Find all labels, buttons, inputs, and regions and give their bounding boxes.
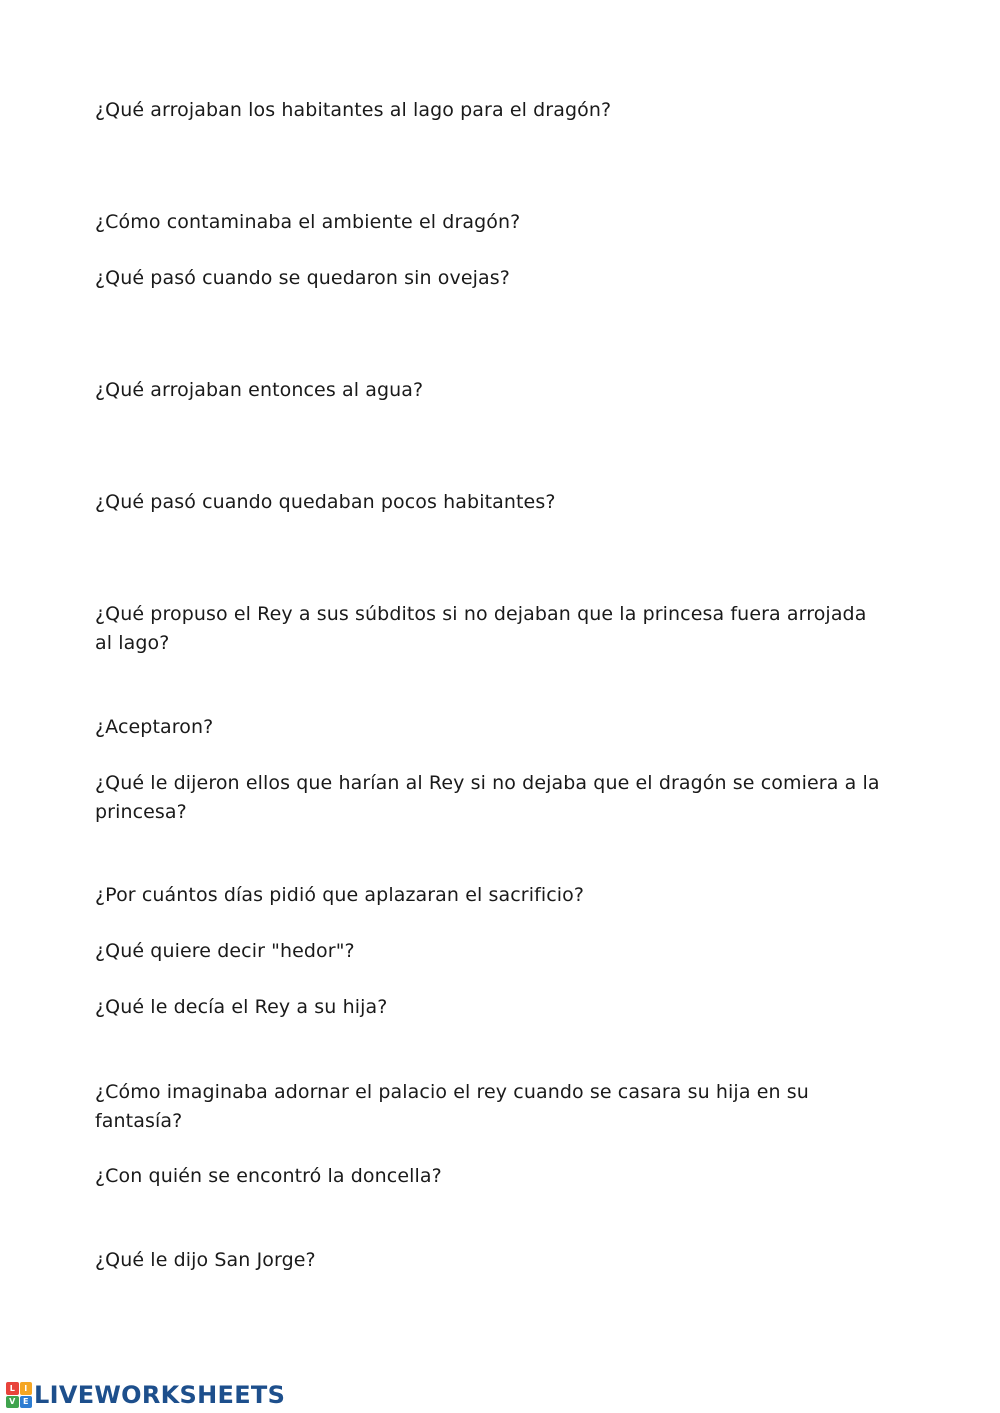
question-14: ¿Qué le dijo San Jorge? bbox=[95, 1249, 316, 1271]
logo-letter-i: I bbox=[20, 1382, 33, 1395]
question-8: ¿Qué le dijeron ellos que harían al Rey si no dejaba que el dragón se comiera a la princesa? bbox=[95, 772, 880, 823]
question-12: ¿Cómo imaginaba adornar el palacio el rey cuando se casara su hija en su fantasía? bbox=[95, 1081, 809, 1132]
logo-letter-e: E bbox=[20, 1396, 33, 1409]
question-10: ¿Qué quiere decir "hedor"? bbox=[95, 940, 355, 962]
brand-name: LIVEWORKSHEETS bbox=[34, 1381, 286, 1409]
question-13: ¿Con quién se encontró la doncella? bbox=[95, 1165, 442, 1187]
liveworksheets-logo bbox=[6, 1381, 285, 1409]
question-6: ¿Qué propuso el Rey a sus súbditos si no dejaban que la princesa fuera arrojada al lago? bbox=[95, 603, 867, 654]
logo-letter-l: L bbox=[6, 1382, 19, 1395]
question-5: ¿Qué pasó cuando quedaban pocos habitantes? bbox=[95, 491, 556, 513]
logo-letter-v: V bbox=[6, 1396, 19, 1409]
logo-mark-icon bbox=[6, 1382, 32, 1408]
question-4: ¿Qué arrojaban entonces al agua? bbox=[95, 379, 424, 401]
question-1: ¿Qué arrojaban los habitantes al lago para el dragón? bbox=[95, 99, 612, 121]
question-7: ¿Aceptaron? bbox=[95, 716, 214, 738]
question-2: ¿Cómo contaminaba el ambiente el dragón? bbox=[95, 211, 521, 233]
question-11: ¿Qué le decía el Rey a su hija? bbox=[95, 996, 388, 1018]
question-3: ¿Qué pasó cuando se quedaron sin ovejas? bbox=[95, 267, 510, 289]
question-9: ¿Por cuántos días pidió que aplazaran el sacrificio? bbox=[95, 884, 585, 906]
